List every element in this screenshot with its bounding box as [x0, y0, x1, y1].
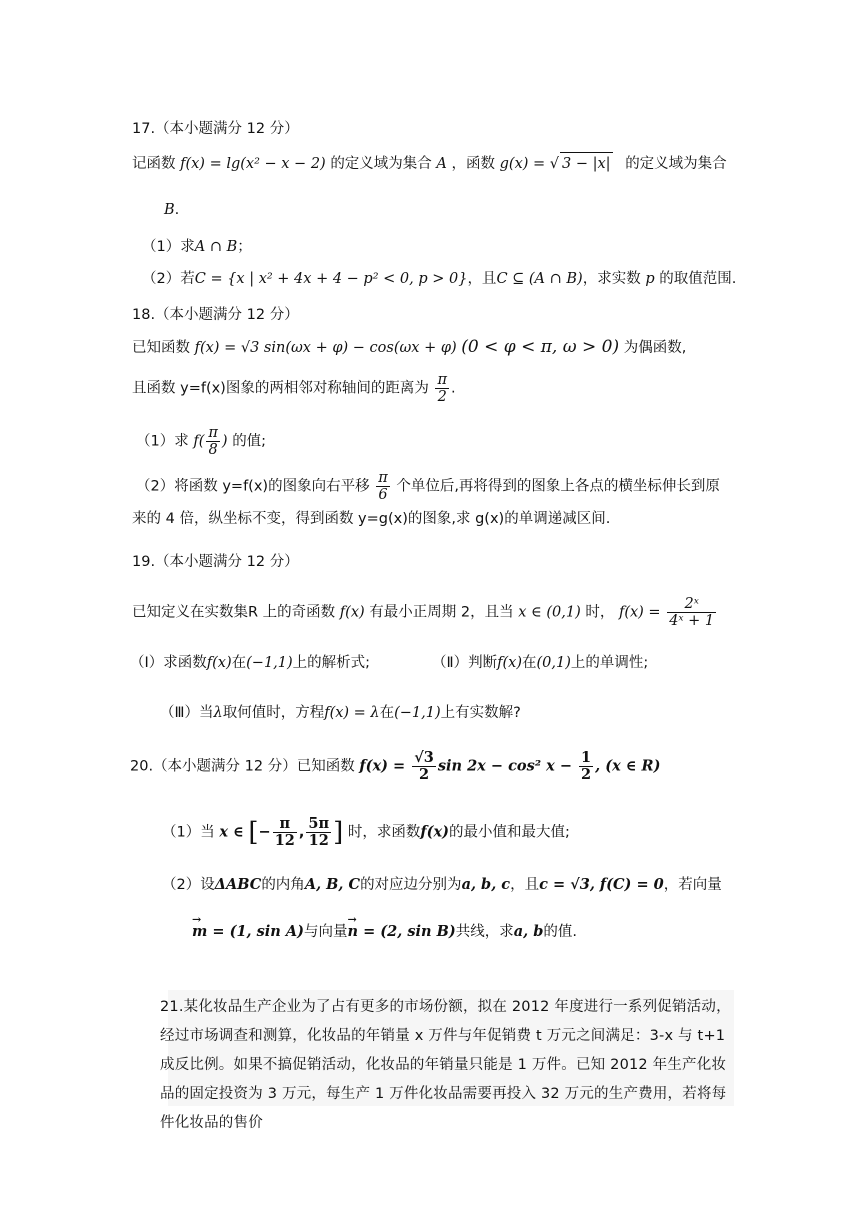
- fraction: $\frac{\pi}{6}$: [378, 470, 388, 503]
- q18-line1: 已知函数 f(x) = √3 sin(ωx + φ) − cos(ωx + φ) (0 < φ < π, ω > 0) 为偶函数,: [132, 337, 687, 357]
- q19-line1: 已知定义在实数集R 上的奇函数 f(x) 有最小正周期 2，且当 x ∈ (0,1) 时， f(x) = $\frac{\text{2ˣ}}{\text{4ˣ + 1}}$: [132, 596, 715, 629]
- fraction: $\frac{\pi}{8}$: [208, 425, 218, 458]
- q19-part3: （Ⅲ）当λ取何值时，方程f(x) = λ在(−1,1)上有实数解?: [160, 705, 521, 721]
- q18-part2-cont: 来的 4 倍，纵坐标不变，得到函数 y=g(x)的图象,求 g(x)的单调递减区间.: [132, 511, 611, 527]
- q19-part2: （Ⅱ）判断f(x)在(0,1)上的单调性;: [432, 655, 649, 671]
- q18-part1: （1）求 f( $\frac{\pi}{8}$ ) 的值;: [136, 425, 267, 458]
- fraction: $\frac{\pi}{12}$: [274, 815, 295, 849]
- q20-part1: （1）当 x ∈ [− $\frac{\pi}{12}$ , $\frac{5\pi}{12}$ ] 时，求函数f(x)的最小值和最大值;: [162, 815, 570, 849]
- q18-part2: （2）将函数 y=f(x)的图象向右平移 $\frac{\pi}{6}$ 个单位后,再将得到的图象上各点的横坐标伸长到原: [136, 470, 720, 503]
- q19-header: 19.（本小题满分 12 分）: [132, 554, 299, 570]
- q17-part1: （1）求A ∩ B；: [142, 239, 252, 255]
- q20-part2-cont: → m = (1, sin A)与向量→ n = (2, sin B)共线，求a, b的值.: [192, 921, 577, 943]
- q17-line2: B.: [164, 202, 180, 218]
- fraction: $\frac{5\pi}{12}$: [308, 815, 330, 849]
- q21-paragraph: 21.某化妆品生产企业为了占有更多的市场份额，拟在 2012 年度进行一系列促销活动，经过市场调查和测算，化妆品的年销量 x 万件与年促销费 t 万元之间满足：3-x 与 t+1 成反比例。如果不搞促销活动，化妆品的年销量只能是 1 万件。已知 2012 年生产化妆品的固定投资为 3 万元，每生产 1 万件化妆品需要再投入 32 万元的生产费用，若将每件化妆品的售价: [160, 999, 731, 1131]
- q20-part2: （2）设ΔABC的内角A, B, C的对应边分别为a, b, c，且c = √3, f(C) = 0，若向量: [162, 876, 722, 893]
- q17-header: 17.（本小题满分 12 分）: [132, 121, 299, 137]
- fraction: $\frac{\pi}{2}$: [437, 372, 447, 405]
- fraction: $\frac{1}{2}$: [581, 749, 592, 783]
- q18-line2: 且函数 y=f(x)图象的两相邻对称轴间的距离为 $\frac{\pi}{2}$ .: [132, 372, 456, 405]
- q17-line1: 记函数 f(x) = lg(x² − x − 2) 的定义域为集合 A ，函数 g(x) = √ 3 − |x| 的定义域为集合: [132, 152, 727, 175]
- q19-part1: （Ⅰ）求函数f(x)在(−1,1)上的解析式;: [130, 655, 371, 671]
- q18-header: 18.（本小题满分 12 分）: [132, 307, 299, 323]
- fraction: $\frac{\text{2ˣ}}{\text{4ˣ + 1}}$: [669, 596, 715, 629]
- q17-part2: （2）若C = {x | x² + 4x + 4 − p² < 0, p > 0}，且C ⊆ (A ∩ B)，求实数 p 的取值范围.: [142, 271, 737, 287]
- fraction: $\frac{√3}{2}$: [414, 749, 434, 783]
- q20-header: 20.（本小题满分 12 分）已知函数 f(x) = $\frac{√3}{2}$ sin 2x − cos² x − $\frac{1}{2}$ , (x ∈ R): [130, 749, 661, 783]
